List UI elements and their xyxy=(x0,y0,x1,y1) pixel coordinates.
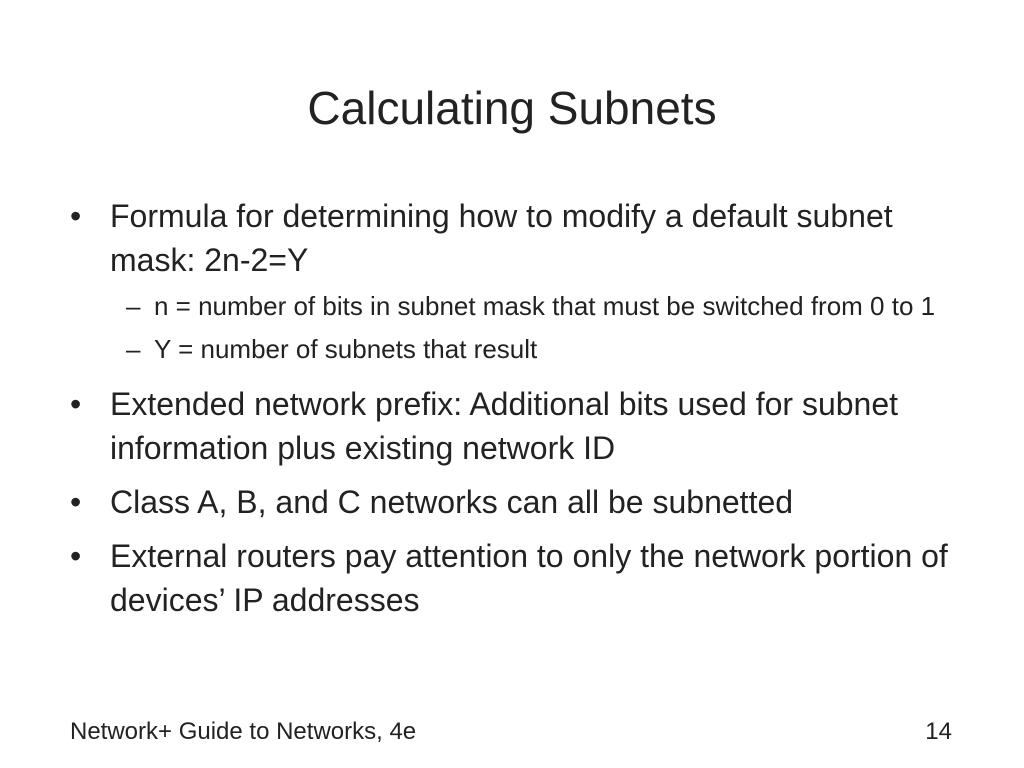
bullet-text: Class A, B, and C networks can all be subnetted xyxy=(110,484,794,520)
sub-bullet-text: n = number of bits in subnet mask that must be switched from 0 to 1 xyxy=(154,291,936,321)
bullet-text: Formula for determining how to modify a default subnet mask: 2n-2=Y xyxy=(110,198,893,278)
bullet-item xyxy=(70,534,950,622)
bullet-text: Extended network prefix: Additional bits used for subnet information plus existing network ID xyxy=(110,386,899,466)
bullet-glyph: • xyxy=(70,538,82,574)
sub-bullet-item xyxy=(70,286,950,327)
footer-course-title: Network+ Guide to Networks, 4e xyxy=(70,718,417,745)
bullet-glyph: • xyxy=(70,484,82,520)
bullet-glyph: • xyxy=(70,386,82,422)
bullet-list xyxy=(70,194,950,632)
bullet-item xyxy=(70,194,950,282)
sub-bullet-list xyxy=(70,286,950,370)
sub-bullet-item xyxy=(70,329,950,370)
page-number: 14 xyxy=(925,718,952,745)
dash-glyph: – xyxy=(126,334,141,364)
slide-title: Calculating Subnets xyxy=(307,82,717,134)
bullet-item xyxy=(70,480,950,524)
bullet-text: External routers pay attention to only the network portion of devices’ IP addresses xyxy=(110,538,948,618)
bullet-item xyxy=(70,382,950,470)
sub-bullet-text: Y = number of subnets that result xyxy=(154,334,538,364)
bullet-glyph: • xyxy=(70,198,82,234)
dash-glyph: – xyxy=(126,291,141,321)
